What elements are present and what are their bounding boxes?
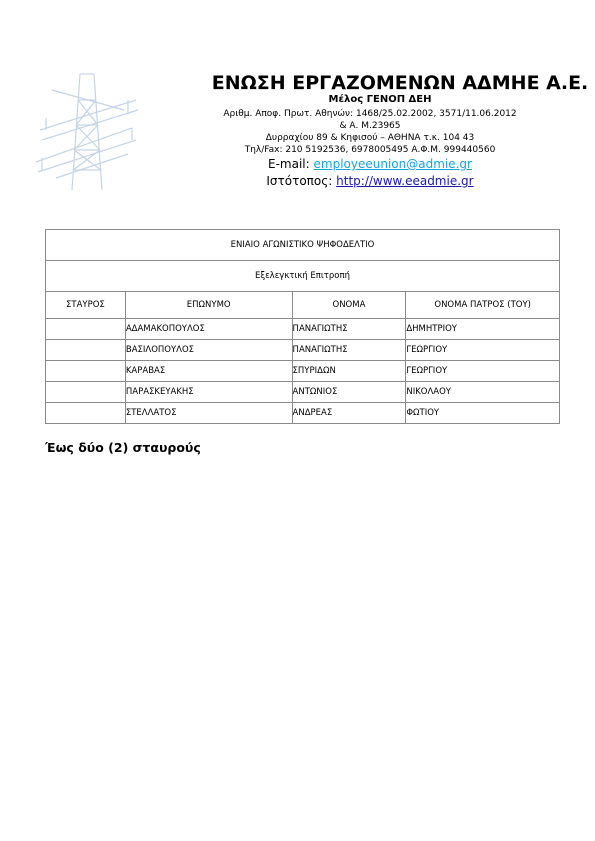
cross-cell[interactable] [46, 403, 126, 424]
email-line [150, 156, 590, 173]
table-row [46, 382, 560, 403]
surname-cell: ΣΤΕΛΛΑΤΟΣ [125, 403, 292, 424]
name-cell: ΑΝΤΩΝΙΟΣ [292, 382, 406, 403]
registry-line: & Α. Μ.23965 [339, 121, 401, 131]
ballot-title: ΕΝΙΑΙΟ ΑΓΩΝΙΣΤΙΚΟ ΨΗΦΟΔΕΛΤΙΟ [46, 230, 560, 261]
name-cell: ΠΑΝΑΓΙΩΤΗΣ [292, 340, 406, 361]
name-cell: ΠΑΝΑΓΙΩΤΗΣ [292, 319, 406, 340]
column-header-father-name: ΟΝΟΜΑ ΠΑΤΡΟΣ (ΤΟΥ) [406, 292, 560, 319]
cross-cell[interactable] [46, 361, 126, 382]
surname-cell: ΒΑΣΙΛΟΠΟΥΛΟΣ [125, 340, 292, 361]
member-of: Μέλος ΓΕΝΟΠ ΔΕΗ [328, 94, 432, 105]
organization-name: ΕΝΩΣΗ ΕΡΓΑΖΟΜΕΝΩΝ ΑΔΜΗΕ Α.Ε. [211, 72, 589, 94]
name-cell: ΣΠΥΡΙΔΩΝ [292, 361, 406, 382]
table-row [46, 340, 560, 361]
surname-cell: ΑΔΑΜΑΚΟΠΟΥΛΟΣ [125, 319, 292, 340]
table-header-row [46, 292, 560, 319]
surname-cell: ΠΑΡΑΣΚΕΥΑΚΗΣ [125, 382, 292, 403]
address-line: Δυρραχίου 89 & Κηφισού – ΑΘΗΝΑ τ.κ. 104 43 [265, 133, 475, 143]
letterhead [150, 72, 590, 190]
column-header-name: ΟΝΟΜΑ [292, 292, 406, 319]
father-name-cell: ΦΩΤΙΟΥ [406, 403, 560, 424]
website-link[interactable]: http://www.eeadmie.gr [336, 174, 474, 188]
ballot-subtitle: Εξελεγκτική Επιτροπή [46, 261, 560, 292]
ballot-table [45, 229, 560, 424]
table-row [46, 361, 560, 382]
ballot-title-row [46, 230, 560, 261]
column-header-cross: ΣΤΑΥΡΟΣ [46, 292, 126, 319]
cross-cell[interactable] [46, 319, 126, 340]
father-name-cell: ΓΕΩΡΓΙΟΥ [406, 340, 560, 361]
email-label: E-mail: [268, 157, 310, 171]
cross-limit-note: Έως δύο (2) σταυρούς [45, 440, 201, 455]
father-name-cell: ΔΗΜΗΤΡΙΟΥ [406, 319, 560, 340]
name-cell: ΑΝΔΡΕΑΣ [292, 403, 406, 424]
website-label: Ιστότοπος: [266, 174, 333, 188]
table-row [46, 319, 560, 340]
ballot-subtitle-row [46, 261, 560, 292]
father-name-cell: ΝΙΚΟΛΑΟΥ [406, 382, 560, 403]
father-name-cell: ΓΕΩΡΓΙΟΥ [406, 361, 560, 382]
transmission-tower-logo-icon [32, 70, 144, 194]
email-link[interactable]: employeeunion@admie.gr [313, 157, 472, 171]
table-row [46, 403, 560, 424]
surname-cell: ΚΑΡΑΒΑΣ [125, 361, 292, 382]
cross-cell[interactable] [46, 382, 126, 403]
phone-line: Τηλ/Fax: 210 5192536, 6978005495 Α.Φ.Μ. 999440560 [244, 145, 496, 155]
cross-cell[interactable] [46, 340, 126, 361]
decision-line: Αριθμ. Αποφ. Πρωτ. Αθηνών: 1468/25.02.2002, 3571/11.06.2012 [223, 109, 517, 119]
website-line [150, 173, 590, 190]
column-header-surname: ΕΠΩΝΥΜΟ [125, 292, 292, 319]
